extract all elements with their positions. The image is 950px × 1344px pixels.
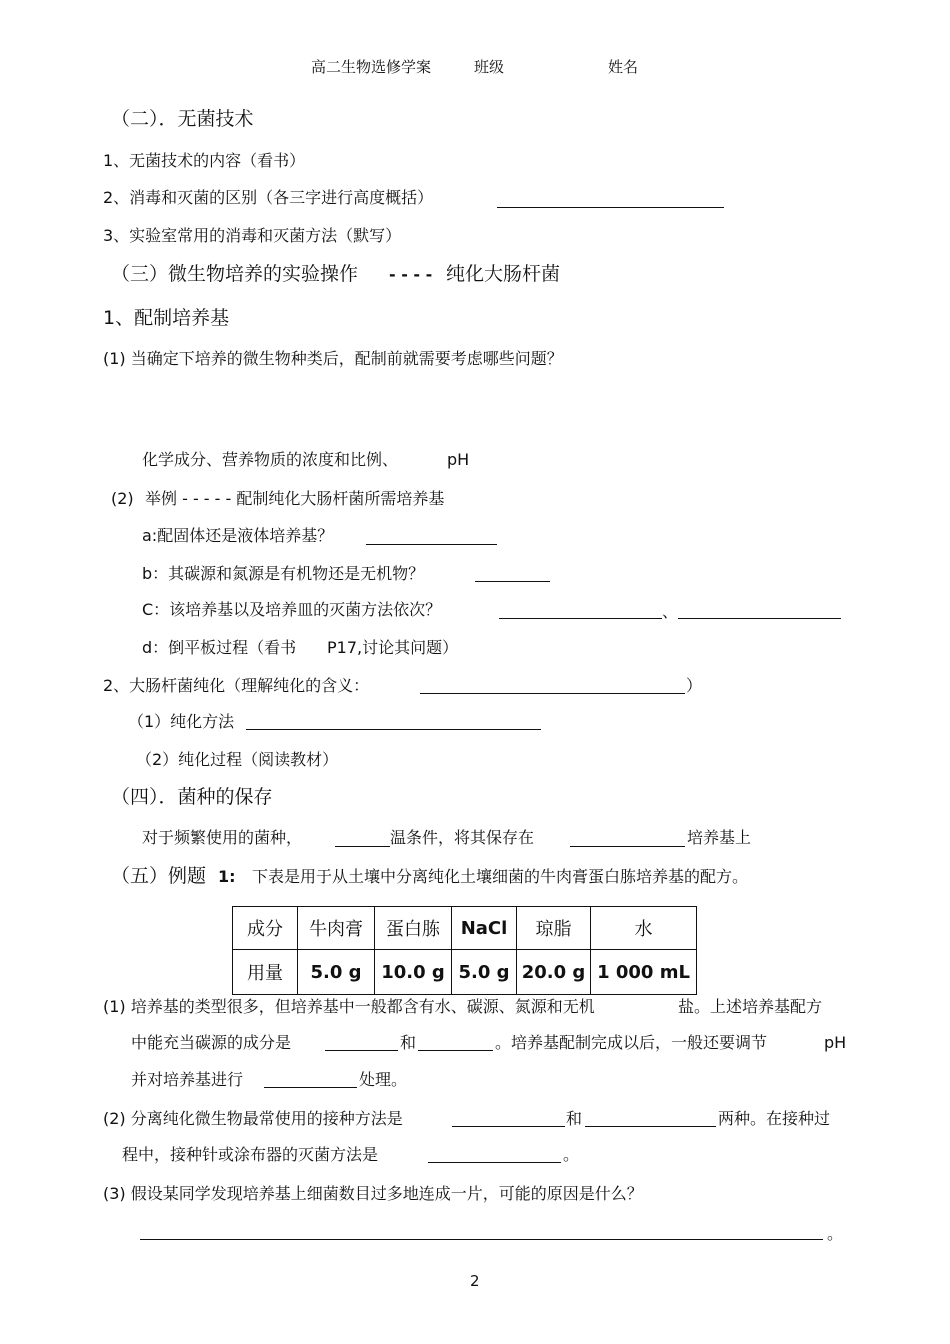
sec3-ans1-ph: pH [447, 450, 470, 469]
sec3-ans1-text: 化学成分、营养物质的浓度和比例、 [142, 450, 399, 469]
sec5-q2-blank1[interactable] [452, 1126, 565, 1127]
sec3-q1: (1) 当确定下培养的微生物种类后，配制前就需要考虑哪些问题？ [103, 349, 563, 368]
sec3-qc: C：该培养基以及培养皿的灭菌方法依次？ [142, 600, 442, 619]
sec3-qd-pre: d：倒平板过程（看书 [142, 638, 297, 657]
table-cell: 用量 [233, 950, 298, 995]
sec3-sub1: 1、配制培养基 [103, 307, 230, 329]
sec2-title: （二）．无菌技术 [111, 108, 254, 130]
sec5-q2-line1-post: 两种。在接种过 [718, 1109, 831, 1128]
sec5-intro: 下表是用于从土壤中分离纯化土壤细菌的牛肉膏蛋白胨培养基的配方。 [252, 867, 749, 886]
sec5-q1-he: 和 [400, 1033, 417, 1052]
header-course: 高二生物选修学案 [311, 58, 432, 76]
sec5-q1-blank1[interactable] [325, 1050, 398, 1051]
table-cell: 1 000 mL [591, 950, 697, 995]
table-cell: 牛肉膏 [298, 907, 375, 950]
sec5-q1-line1-tail: 盐。上述培养基配方 [678, 997, 823, 1016]
sec3-sub2-blank[interactable] [420, 693, 685, 694]
sec5-q1-blank2[interactable] [418, 1050, 493, 1051]
sec5-q3-blank[interactable] [140, 1239, 823, 1240]
sec5-q3-end: 。 [827, 1224, 844, 1243]
sec4-text-end: 培养基上 [687, 828, 752, 847]
sec4-title: （四）．菌种的保存 [111, 786, 273, 808]
recipe-header-row [233, 907, 697, 950]
sec3-qa: a:配固体还是液体培养基？ [142, 526, 334, 545]
header-name-label: 姓名 [608, 58, 639, 76]
sec3-qc-blank1[interactable] [499, 618, 662, 619]
sec3-qb-blank[interactable] [475, 581, 550, 582]
sec3-q2-num: (2) [111, 489, 134, 508]
sec5-q3: (3) 假设某同学发现培养基上细菌数目过多地连成一片，可能的原因是什么？ [103, 1184, 643, 1203]
table-cell: 琼脂 [517, 907, 591, 950]
sec5-title: （五）例题 [111, 865, 207, 887]
sec3-title-tail: 纯化大肠杆菌 [446, 263, 561, 285]
sec3-dashes: - - - - [389, 265, 433, 284]
sec2-item2-blank[interactable] [497, 207, 724, 208]
table-cell: 20.0 g [517, 950, 591, 995]
sec5-q2-line1-pre: (2) 分离纯化微生物最常使用的接种方法是 [103, 1109, 403, 1128]
sec5-q1-line2-post: 。培养基配制完成以后，一般还要调节 [495, 1033, 768, 1052]
recipe-table [232, 906, 697, 995]
table-cell: 5.0 g [452, 950, 517, 995]
page-number: 2 [470, 1272, 480, 1290]
sec3-sub2-close: ） [686, 676, 703, 695]
sec2-item1: 1、无菌技术的内容（看书） [103, 151, 306, 170]
recipe-value-row [233, 950, 697, 995]
sec3-p1: （1）纯化方法 [128, 712, 235, 731]
sec4-text-mid: 温条件，将其保存在 [390, 828, 535, 847]
table-cell: 水 [591, 907, 697, 950]
sec4-text-pre: 对于频繁使用的菌种， [142, 828, 303, 847]
sec5-q2-blank2[interactable] [585, 1126, 716, 1127]
sec2-item3: 3、实验室常用的消毒和灭菌方法（默写） [103, 226, 402, 245]
sec5-q1-blank3[interactable] [264, 1087, 357, 1088]
sec5-q1-line2-pre: 中能充当碳源的成分是 [131, 1033, 292, 1052]
sec3-q2-text: 举例 - - - - - 配制纯化大肠杆菌所需培养基 [145, 489, 445, 508]
table-cell: 10.0 g [375, 950, 452, 995]
table-cell: 蛋白胨 [375, 907, 452, 950]
sec5-q2-blank3[interactable] [428, 1162, 561, 1163]
sec3-title: （三）微生物培养的实验操作 [111, 263, 359, 285]
sec3-p1-blank[interactable] [246, 729, 541, 730]
sec3-qa-blank[interactable] [366, 544, 497, 545]
table-cell: 5.0 g [298, 950, 375, 995]
sec3-qc-blank2[interactable] [678, 618, 841, 619]
sec5-q1-line3-post: 处理。 [359, 1070, 408, 1089]
sec3-qb: b：其碳源和氮源是有机物还是无机物？ [142, 564, 425, 583]
sec5-q2-line2-post: 。 [563, 1145, 580, 1164]
sec3-qd-post: P17,讨论其问题） [327, 638, 459, 657]
table-cell: NaCl [452, 907, 517, 950]
sec4-blank1[interactable] [335, 846, 390, 847]
header-class-label: 班级 [474, 58, 505, 76]
sec3-sub2: 2、大肠杆菌纯化（理解纯化的含义： [103, 676, 370, 695]
sec5-q2-line2-pre: 程中，接种针或涂布器的灭菌方法是 [122, 1145, 379, 1164]
sec5-q1-line3-pre: 并对培养基进行 [131, 1070, 244, 1089]
sec5-q1-line1: (1) 培养基的类型很多，但培养基中一般都含有水、碳源、氮源和无机 [103, 997, 595, 1016]
sec3-p2: （2）纯化过程（阅读教材） [136, 750, 339, 769]
sec2-item2: 2、消毒和灭菌的区别（各三字进行高度概括） [103, 188, 434, 207]
table-cell: 成分 [233, 907, 298, 950]
sec5-title-num: 1: [218, 867, 236, 886]
sec3-qc-sep: 、 [662, 602, 679, 621]
sec4-blank2[interactable] [570, 846, 685, 847]
sec5-q1-ph: pH [824, 1033, 847, 1052]
sec5-q2-he: 和 [566, 1109, 583, 1128]
